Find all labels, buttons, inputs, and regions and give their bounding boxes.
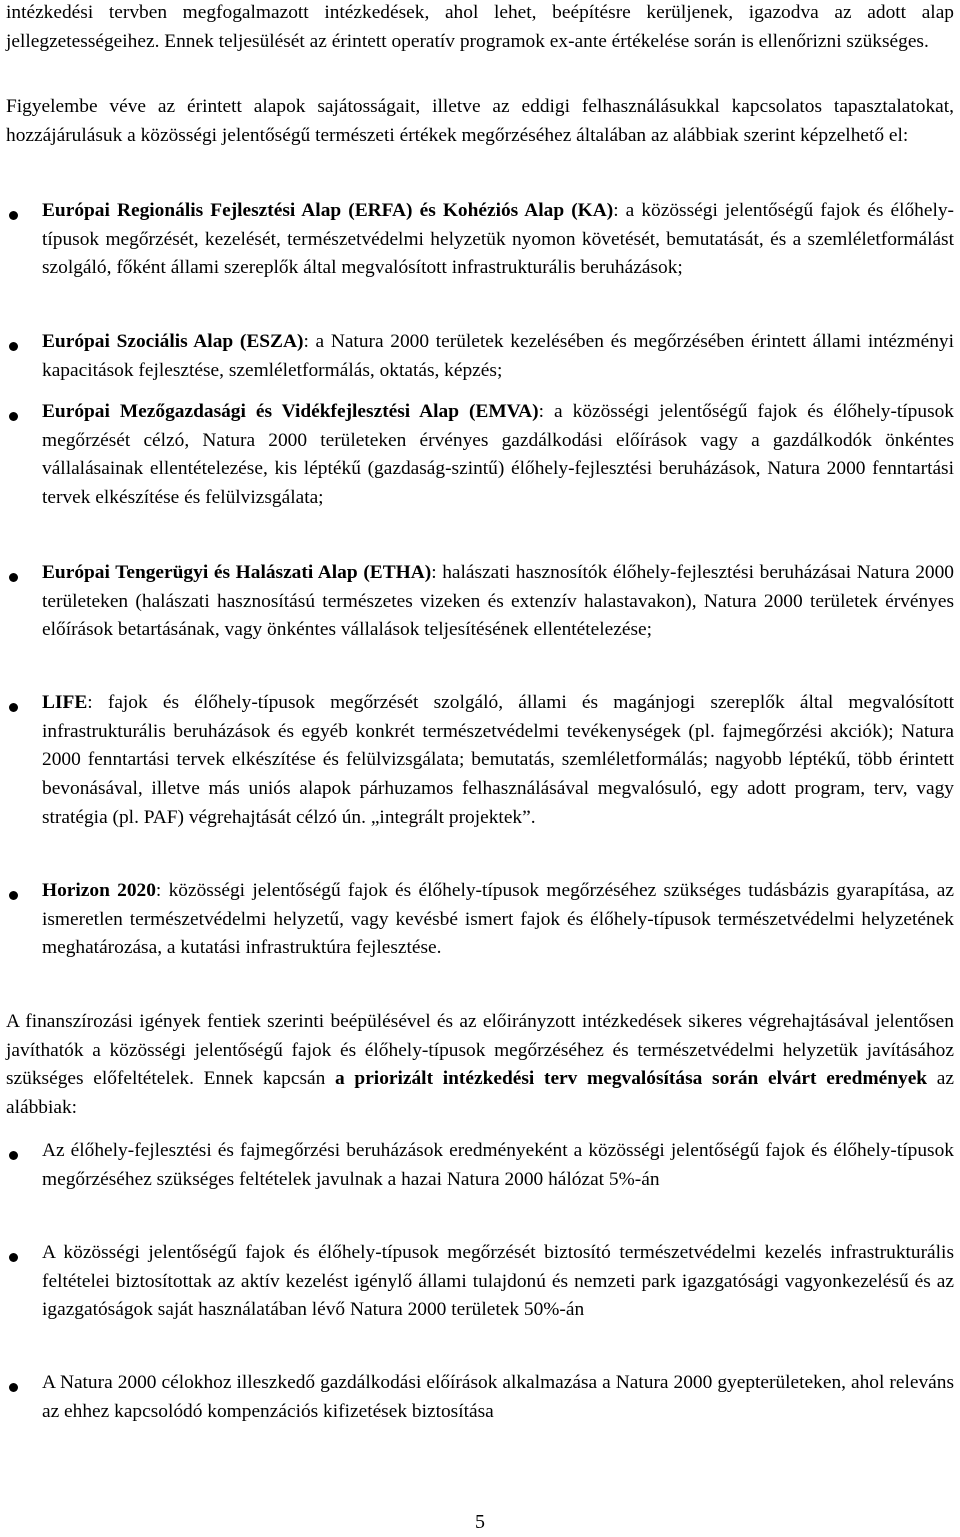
fund-name: Európai Szociális Alap (ESZA) [42,331,304,352]
intro-continuation-paragraph: intézkedési tervben megfogalmazott intézkedések, ahol lehet, beépítésre kerüljenek, igazodva az adott alap jellegzetességeihez. Ennek teljesülését az érintett operatív programok ex-ante értékelése során is ellenőrizni szükséges. [6,2,954,52]
list-item-text [42,559,954,645]
fund-description: : a Natura 2000 területek kezelésében és megőrzésében érintett állami intézményi kapacitások fejlesztése, szemléletformálás, oktatás, képzés; [42,331,954,381]
bullet-icon [9,211,18,220]
bullet-icon [9,412,18,421]
results-lead-paragraph [6,1008,954,1123]
fund-name: LIFE [42,692,88,713]
fund-name: Európai Mezőgazdasági és Vidékfejlesztési Alap (EMVA) [42,401,539,422]
page-number: 5 [475,1511,485,1533]
bullet-icon [9,342,18,351]
intro-lead-paragraph: Figyelembe véve az érintett alapok sajátosságait, illetve az eddigi felhasználásukkal kapcsolatos tapasztalatokat, hozzájárulásuk a közösségi jelentőségű természeti értékek megőrzéséhez általában az alábbiak szerint képzelhető el: [6,96,954,146]
fund-name: Európai Regionális Fejlesztési Alap (ERFA) és Kohéziós Alap (KA) [42,200,614,221]
fund-description: : közösségi jelentőségű fajok és élőhely-típusok megőrzéséhez szükséges tudásbázis gyarapítása, az ismeretlen természetvédelmi helyzetű, vagy kevésbé ismert fajok és élőhely-típusok természetvédelmi helyzetének meghatározása, a kutatási infrastruktúra fejlesztése. [42,880,954,959]
results-lead-text: A finanszírozási igények fentiek szerinti beépülésével és az előirányzott intézkedések sikeres végrehajtásával jelentősen javíthatók a közösségi jelentőségű fajok és élőhely-típusok megőrzéséhez és természetvédelmi helyzetük javításához szükséges előfeltételek. Ennek kapcsán [6,1011,954,1090]
list-item-text: Az élőhely-fejlesztési és fajmegőrzési beruházások eredményeként a közösségi jelentőségű fajok és élőhely-típusok megőrzéséhez szükséges feltételek javulnak a hazai Natura 2000 hálózat 5%-án [42,1140,954,1190]
list-item-text [42,398,954,513]
list-item-text [42,328,954,385]
bullet-icon [9,1253,18,1262]
fund-description: : halászati hasznosítók élőhely-fejlesztési beruházásai Natura 2000 területeken (halászati hasznosítású természetes vizeken és extenzív halastavakon), Natura 2000 területek érvényes előírások betartásának, vagy önkéntes vállalások teljesítésének ellentételezése; [42,562,954,641]
list-item-text [42,689,954,833]
results-lead-ending: az alábbiak: [6,1068,955,1119]
bullet-icon [9,1383,18,1392]
fund-description: : fajok és élőhely-típusok megőrzését szolgáló, állami és magánjogi szereplők által megvalósított infrastrukturális beruházások és egyéb konkrét természetvédelmi tevékenységek (pl. fajmegőrzési akciók); Natura 2000 fenntartási tervek elkészítése és felülvizsgálata; bemutatás, szemléletformálás; nagyobb léptékű, több érintett bevonásával, illetve más uniós alapok párhuzamos felhasználásával megvalósuló, egy adott program, terv, vagy stratégia (pl. PAF) végrehajtását célzó ún. „integrált projektek”. [42,692,954,828]
list-item-text [42,877,954,963]
bullet-icon [9,573,18,582]
fund-name: Horizon 2020 [42,880,156,901]
fund-description: : a közösségi jelentőségű fajok és élőhely-típusok megőrzését célzó, Natura 2000 területeken érvényes gazdálkodási előírások vagy a gazdálkodók önkéntes vállalásainak ellentételezése, kis léptékű (gazdaság-szintű) élőhely-fejlesztési beruházások, Natura 2000 fenntartási tervek elkészítése és felülvizsgálata; [42,401,954,509]
list-item-text: A közösségi jelentőségű fajok és élőhely-típusok megőrzését biztosító természetvédelmi kezelés infrastrukturális feltételei biztosítottak az aktív kezelést igénylő állami tulajdonú és nemzeti park igazgatósági vagyonkezelésű és az igazgatóságok saját használatában lévő Natura 2000 területek 50%-án [42,1242,954,1321]
bullet-icon [9,703,18,712]
fund-name: Európai Tengerügyi és Halászati Alap (ETHA) [42,562,432,583]
list-item-text: A Natura 2000 célokhoz illeszkedő gazdálkodási előírások alkalmazása a Natura 2000 gyepterületeken, ahol releváns az ehhez kapcsolódó kompenzációs kifizetések biztosítása [42,1372,954,1422]
fund-description: : a közösségi jelentőségű fajok és élőhely-típusok megőrzését, kezelését, természetvédelmi helyzetük nyomon követését, bemutatását, és a szemléletformálást szolgáló, főként állami szereplők által megvalósított infrastrukturális beruházások; [42,200,954,279]
bullet-icon [9,891,18,900]
results-lead-emphasis: a priorizált intézkedési terv megvalósítása során elvárt eredmények [335,1068,928,1090]
list-item-text [42,197,954,283]
bullet-icon [9,1151,18,1160]
